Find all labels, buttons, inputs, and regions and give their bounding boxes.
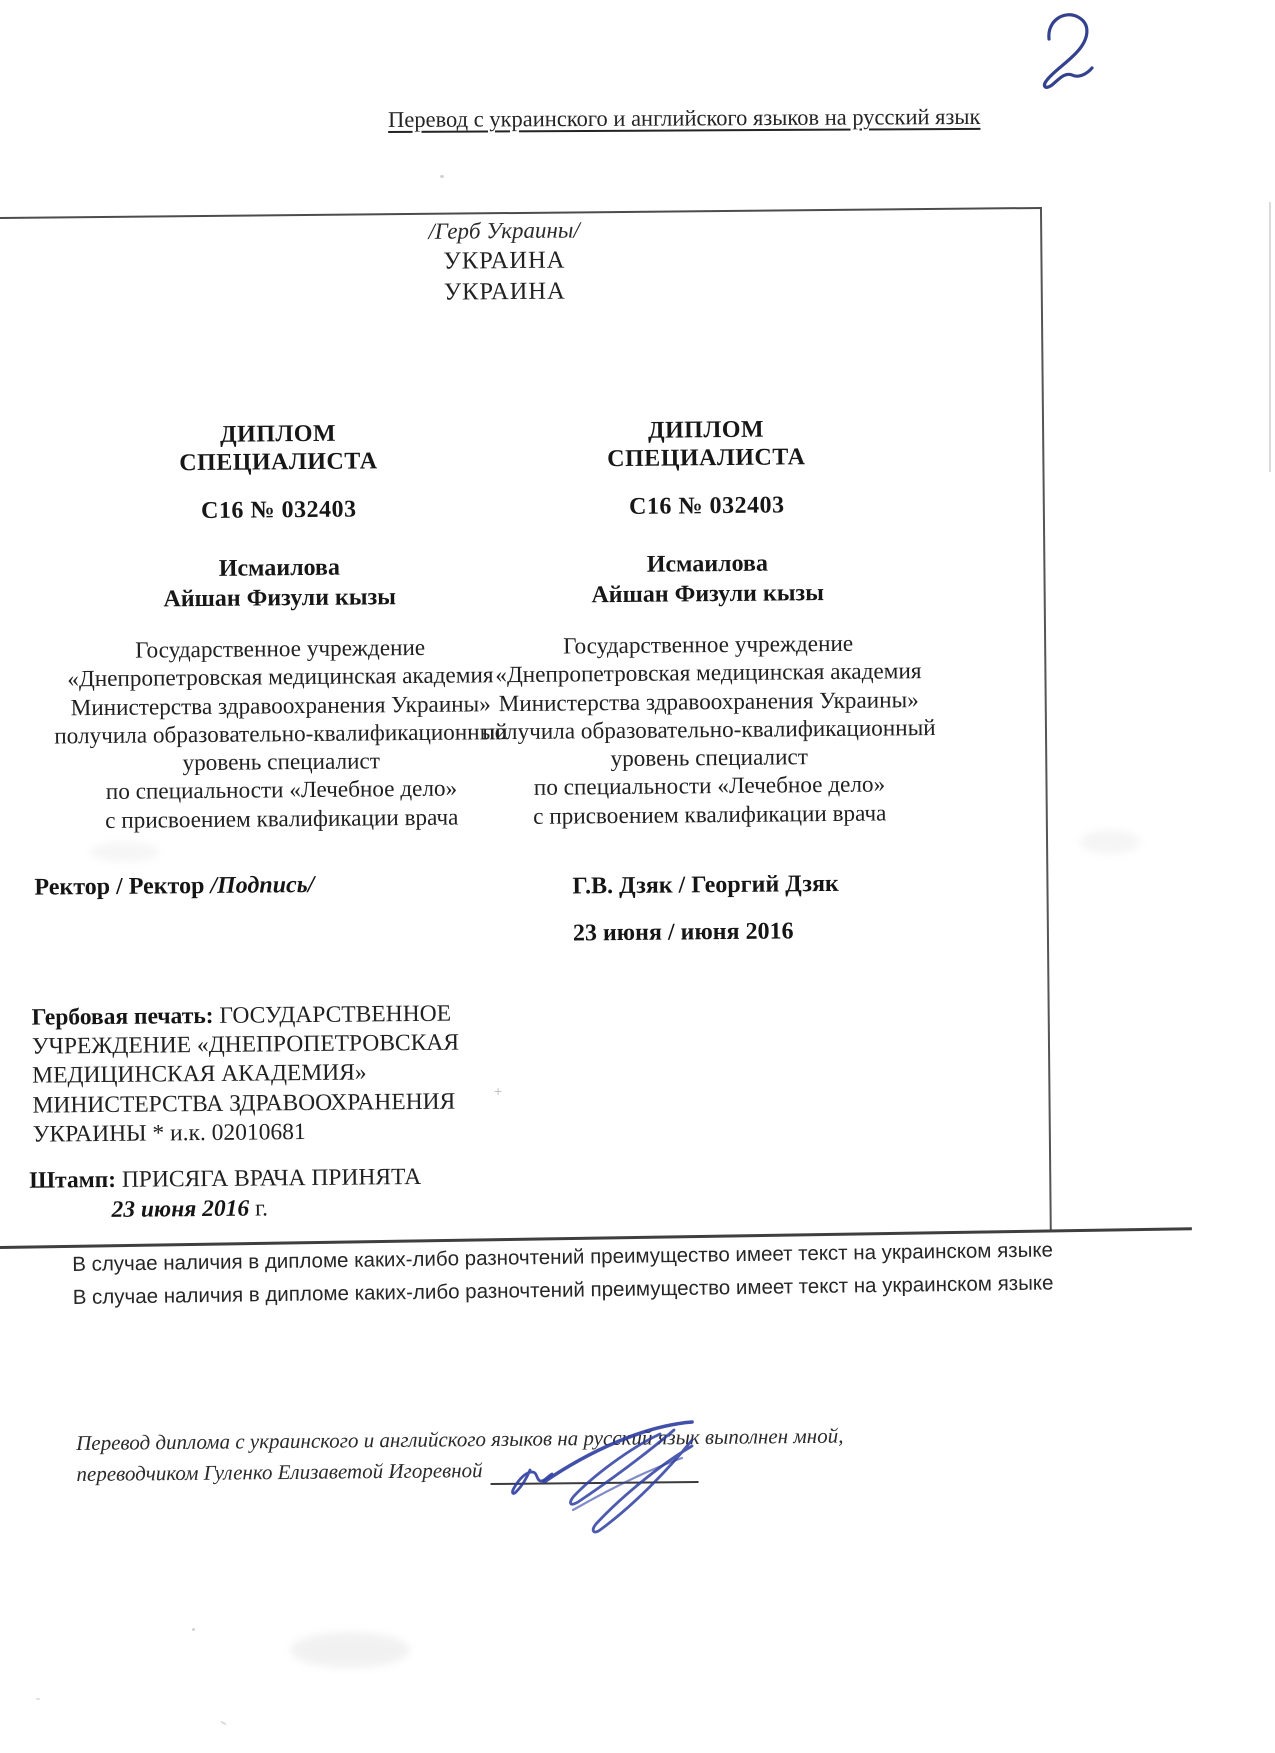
stamp-text-block	[29, 1162, 422, 1226]
scan-smudge	[290, 1632, 410, 1668]
diploma-title	[460, 414, 953, 475]
stamp-line-1	[29, 1162, 421, 1196]
holder-given-names: Айшан Физули кызы	[163, 584, 397, 613]
body-line: «Днепропетровская медицинская академия	[495, 658, 922, 689]
holder-surname: Исмаилова	[646, 550, 769, 578]
body-line: с присвоением квалификации врача	[533, 800, 887, 830]
body-line: получила образовательно-квалификационный	[482, 714, 936, 746]
stamp-label: Штамп:	[29, 1166, 117, 1194]
scan-artifact	[36, 1698, 40, 1700]
body-line: Государственное учреждение	[563, 630, 854, 660]
diploma-body-text	[34, 633, 528, 836]
holder-given-names: Айшан Физули кызы	[591, 580, 825, 609]
diploma-holder-name	[461, 547, 954, 612]
body-line: получила образовательно-квалификационный	[54, 718, 508, 750]
diploma-title-line-1: ДИПЛОМ	[647, 416, 765, 444]
diploma-title	[32, 418, 525, 479]
coat-of-arms-note: /Герб Украины/	[428, 217, 580, 244]
translation-direction-header: Перевод с украинского и английского языков на русский язык	[388, 103, 981, 132]
discrepancy-note-line-2: В случае наличия в дипломе каких-либо разночтений преимущество имеет текст на украинском языке	[72, 1270, 1054, 1309]
diploma-heading	[0, 213, 1015, 311]
stamp-date-suffix: г.	[254, 1195, 269, 1222]
scan-smudge	[1080, 830, 1140, 854]
body-line: «Днепропетровская медицинская академия	[67, 662, 494, 693]
body-line: Министерства здравоохранения Украины»	[498, 686, 919, 717]
stamp-date: 23 июня 2016	[111, 1195, 250, 1223]
diploma-title-line-2: СПЕЦИАЛИСТА	[607, 444, 806, 473]
body-line: уровень специалист	[610, 744, 809, 773]
rector-label: Ректор / Ректор	[34, 873, 205, 901]
scan-artifact: +	[494, 1083, 503, 1099]
scan-artifact	[220, 1720, 227, 1725]
diploma-serial-number: С16 № 032403	[200, 496, 357, 525]
scan-smudge	[90, 842, 160, 862]
body-line: Министерства здравоохранения Украины»	[70, 690, 491, 721]
issue-date: 23 июня / июня 2016	[572, 918, 794, 947]
scan-edge-artifact	[1269, 202, 1271, 472]
seal-label: Гербовая печать:	[31, 1002, 214, 1031]
diploma-title-line-2: СПЕЦИАЛИСТА	[179, 448, 378, 477]
diploma-serial-number: С16 № 032403	[628, 492, 785, 520]
body-line: по специальности «Лечебное дело»	[533, 771, 886, 802]
diploma-body-text	[462, 629, 956, 832]
translator-certification	[76, 1419, 977, 1489]
diploma-holder-name	[33, 551, 526, 616]
body-line: по специальности «Лечебное дело»	[105, 776, 458, 806]
scan-artifact	[440, 175, 444, 178]
official-seal-text	[32, 999, 495, 1149]
country-name-line-2: УКРАИНА	[443, 277, 566, 306]
stamp-text: ПРИСЯГА ВРАЧА ПРИНЯТА	[121, 1163, 422, 1193]
translator-note-line-2: переводчиком Гуленко Елизаветой Игоревной	[76, 1457, 483, 1486]
scan-artifact	[192, 1628, 195, 1631]
discrepancy-note-line-1: В случае наличия в дипломе каких-либо разночтений преимущество имеет текст на украинском языке	[72, 1238, 1054, 1276]
translator-note-line-1: Перевод диплома с украинского и английского языков на русский язык выполнен мной,	[76, 1423, 844, 1455]
body-line: с присвоением квалификации врача	[105, 804, 459, 834]
rector-name: Г.В. Дзяк / Георгий Дзяк	[572, 870, 839, 900]
diploma-translation-box	[0, 207, 1052, 1241]
diploma-title-line-1: ДИПЛОМ	[219, 420, 337, 448]
body-line: Государственное учреждение	[135, 634, 426, 664]
signature-placeholder-note: /Подпись/	[210, 871, 315, 899]
country-name-line-1: УКРАИНА	[443, 246, 566, 275]
seal-text: ГОСУДАРСТВЕННОЕ УЧРЕЖДЕНИЕ «ДНЕПРОПЕТРОВСКАЯ МЕДИЦИНСКАЯ АКАДЕМИЯ» МИНИСТЕРСТВА ЗДРАВООХРАНЕНИЯ УКРАИНЫ * и.к. 02010681	[31, 1000, 460, 1148]
discrepancy-notices	[72, 1234, 1063, 1314]
signature-line	[491, 1480, 699, 1485]
handwritten-page-number-2	[1036, 6, 1108, 94]
body-line: уровень специалист	[182, 748, 381, 777]
rector-signature-row	[34, 872, 314, 902]
holder-surname: Исмаилова	[218, 554, 341, 582]
stamp-line-2	[29, 1192, 421, 1226]
